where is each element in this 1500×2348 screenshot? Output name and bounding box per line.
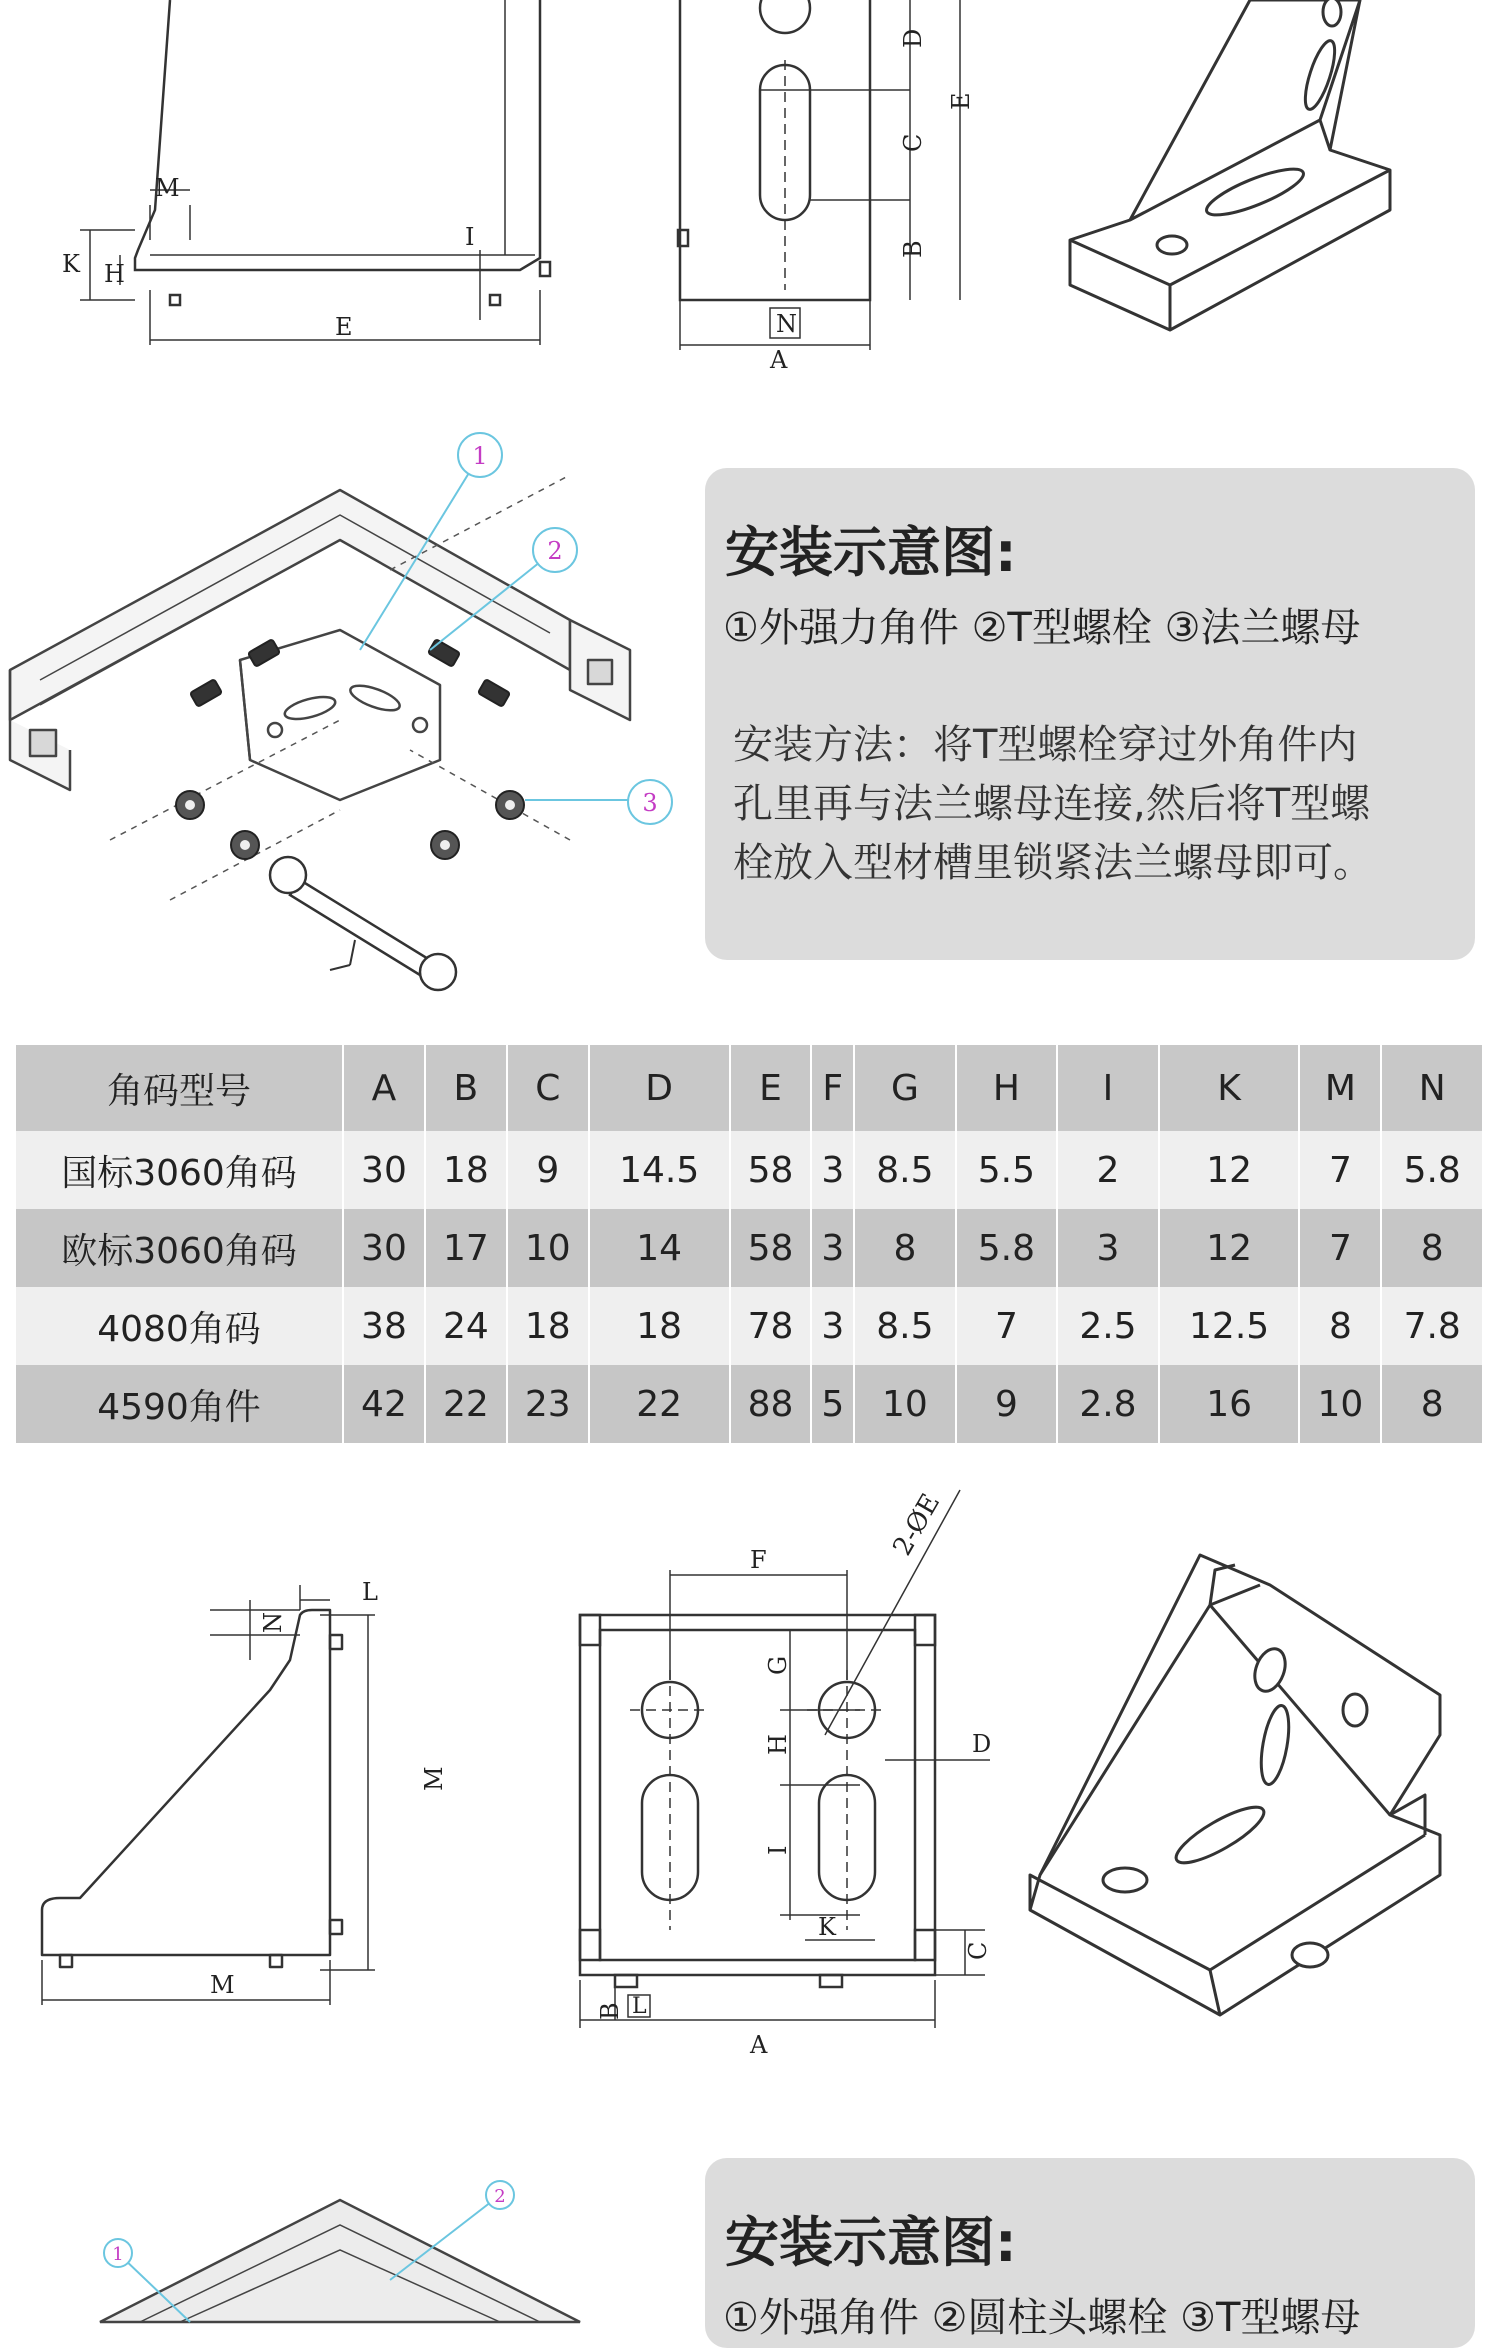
table-cell: 4080角码 xyxy=(16,1287,343,1365)
bottom-side-label-N: N xyxy=(259,1612,287,1633)
bottom-side-label-M-vertical: M xyxy=(420,1766,448,1791)
table-cell: 4590角件 xyxy=(16,1365,343,1443)
table-cell: 8.5 xyxy=(854,1131,956,1209)
install-title-2: 安装示意图: xyxy=(725,2211,1017,2274)
bottom-front-label-D: D xyxy=(972,1730,992,1758)
bottom-front-label-H: H xyxy=(764,1734,792,1755)
table-cell: 18 xyxy=(507,1287,589,1365)
bottom-side-label-L: L xyxy=(362,1578,378,1606)
install-title-1: 安装示意图: xyxy=(725,521,1017,584)
spec-table-header-row xyxy=(16,1045,1483,1131)
table-cell: 38 xyxy=(343,1287,425,1365)
table-cell: 23 xyxy=(507,1365,589,1443)
header-K: K xyxy=(1159,1045,1300,1131)
top-side-label-H: H xyxy=(104,260,125,288)
top-front-label-B: B xyxy=(899,240,927,258)
table-cell: 12.5 xyxy=(1159,1287,1300,1365)
install-method-line: 栓放入型材槽里锁紧法兰螺母即可。 xyxy=(733,840,1373,886)
table-cell: 5 xyxy=(811,1365,854,1443)
bottom-front-label-A: A xyxy=(750,2031,768,2059)
header-F: F xyxy=(811,1045,854,1131)
top-front-label-D: D xyxy=(899,28,927,48)
install-parts-1: ①外强力角件 ②T型螺栓 ③法兰螺母 xyxy=(723,605,1361,651)
table-cell: 10 xyxy=(854,1365,956,1443)
table-cell: 18 xyxy=(425,1131,507,1209)
top-front-view-drawing xyxy=(660,0,1040,380)
callout-3: 3 xyxy=(642,789,658,817)
table-cell: 国标3060角码 xyxy=(16,1131,343,1209)
table-cell: 22 xyxy=(589,1365,730,1443)
table-cell: 12 xyxy=(1159,1209,1300,1287)
header-N: N xyxy=(1381,1045,1483,1131)
table-cell: 3 xyxy=(811,1209,854,1287)
table-cell: 3 xyxy=(811,1131,854,1209)
bottom-front-label-F: F xyxy=(750,1546,767,1574)
bottom-side-view-drawing xyxy=(20,1560,480,2040)
install-parts-2: ①外强角件 ②圆柱头螺栓 ③T型螺母 xyxy=(723,2295,1361,2341)
header-G: G xyxy=(854,1045,956,1131)
table-cell: 58 xyxy=(730,1131,812,1209)
bottom-front-view-drawing xyxy=(560,1488,1030,2080)
header-H: H xyxy=(956,1045,1058,1131)
top-side-label-E: E xyxy=(335,313,353,341)
install-info-panel-1 xyxy=(705,468,1475,960)
table-cell: 22 xyxy=(425,1365,507,1443)
table-row xyxy=(16,1365,1483,1443)
table-row xyxy=(16,1287,1483,1365)
table-cell: 7 xyxy=(1299,1209,1381,1287)
bottom-front-label-2-OE: 2-ØE xyxy=(887,1488,947,1561)
header-D: D xyxy=(589,1045,730,1131)
table-cell: 5.8 xyxy=(956,1209,1058,1287)
header-model: 角码型号 xyxy=(16,1045,343,1131)
bottom-front-label-B: B xyxy=(596,2002,624,2020)
table-cell: 7.8 xyxy=(1381,1287,1483,1365)
bottom-front-label-L: L xyxy=(632,1994,647,2019)
top-side-label-K: K xyxy=(62,250,80,278)
table-cell: 24 xyxy=(425,1287,507,1365)
header-A: A xyxy=(343,1045,425,1131)
table-cell: 14.5 xyxy=(589,1131,730,1209)
table-row xyxy=(16,1131,1483,1209)
table-cell: 17 xyxy=(425,1209,507,1287)
table-cell: 8 xyxy=(1299,1287,1381,1365)
table-cell: 8 xyxy=(1381,1365,1483,1443)
top-front-label-E: E xyxy=(947,92,975,110)
install-diagram-2 xyxy=(60,2170,620,2322)
table-row xyxy=(16,1209,1483,1287)
table-cell: 9 xyxy=(507,1131,589,1209)
table-cell: 8 xyxy=(1381,1209,1483,1287)
table-cell: 3 xyxy=(1057,1209,1159,1287)
callout-1: 1 xyxy=(472,442,488,470)
bottom-front-label-I: I xyxy=(764,1845,792,1855)
header-M: M xyxy=(1299,1045,1381,1131)
spec-table xyxy=(16,1045,1484,1443)
install-method-text xyxy=(733,716,1373,893)
bottom-front-label-C: C xyxy=(964,1941,992,1960)
bottom-bracket-3d-drawing xyxy=(1010,1545,1460,2025)
header-I: I xyxy=(1057,1045,1159,1131)
table-cell: 30 xyxy=(343,1131,425,1209)
install-diagram-1 xyxy=(10,420,690,990)
table-cell: 58 xyxy=(730,1209,812,1287)
table-cell: 12 xyxy=(1159,1131,1300,1209)
install-method-line: 安装方法：将T型螺栓穿过外角件内 xyxy=(733,722,1358,768)
install-info-panel-2 xyxy=(705,2158,1475,2348)
table-cell: 18 xyxy=(589,1287,730,1365)
top-side-label-M: M xyxy=(155,174,180,202)
bottom-side-label-M-horizontal: M xyxy=(210,1971,235,1999)
top-bracket-3d-drawing xyxy=(1060,0,1420,350)
table-cell: 78 xyxy=(730,1287,812,1365)
table-cell: 5.8 xyxy=(1381,1131,1483,1209)
table-cell: 42 xyxy=(343,1365,425,1443)
header-B: B xyxy=(425,1045,507,1131)
table-cell: 欧标3060角码 xyxy=(16,1209,343,1287)
bottom-front-label-G: G xyxy=(764,1655,792,1675)
install-method-line: 孔里再与法兰螺母连接,然后将T型螺 xyxy=(733,781,1371,827)
table-cell: 10 xyxy=(507,1209,589,1287)
table-cell: 10 xyxy=(1299,1365,1381,1443)
table-cell: 2 xyxy=(1057,1131,1159,1209)
table-cell: 2.5 xyxy=(1057,1287,1159,1365)
table-cell: 8.5 xyxy=(854,1287,956,1365)
header-C: C xyxy=(507,1045,589,1131)
table-cell: 88 xyxy=(730,1365,812,1443)
table-cell: 30 xyxy=(343,1209,425,1287)
bottom-front-label-K: K xyxy=(818,1913,836,1941)
top-front-label-A: A xyxy=(770,346,788,374)
table-cell: 7 xyxy=(956,1287,1058,1365)
top-front-label-N: N xyxy=(776,310,797,338)
top-side-view-drawing xyxy=(0,0,600,380)
table-cell: 2.8 xyxy=(1057,1365,1159,1443)
table-cell: 8 xyxy=(854,1209,956,1287)
header-E: E xyxy=(730,1045,812,1131)
table-cell: 14 xyxy=(589,1209,730,1287)
callout-2: 2 xyxy=(494,2186,506,2207)
table-cell: 9 xyxy=(956,1365,1058,1443)
table-cell: 3 xyxy=(811,1287,854,1365)
top-side-label-I: I xyxy=(465,223,475,251)
table-cell: 5.5 xyxy=(956,1131,1058,1209)
top-front-label-C: C xyxy=(899,133,927,152)
callout-1: 1 xyxy=(112,2244,124,2265)
table-cell: 16 xyxy=(1159,1365,1300,1443)
callout-2: 2 xyxy=(547,537,563,565)
table-cell: 7 xyxy=(1299,1131,1381,1209)
